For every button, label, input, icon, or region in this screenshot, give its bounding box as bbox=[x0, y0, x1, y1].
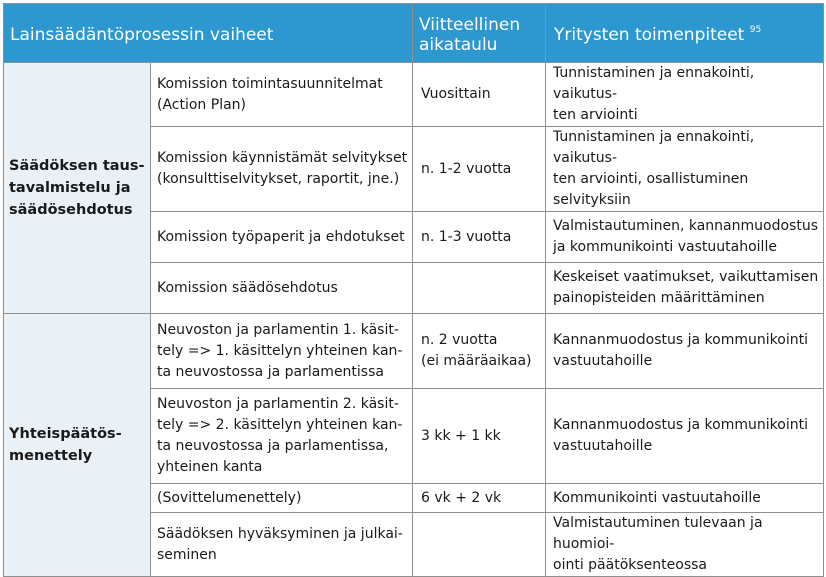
header-actions-text: Yritysten toimenpiteet bbox=[554, 25, 745, 45]
schedule-cell bbox=[413, 127, 546, 212]
stage-line: tely => 2. käsittelyn yhteinen kan- bbox=[157, 417, 403, 433]
actions-line: Valmistautuminen, kannanmuodostus bbox=[553, 218, 818, 234]
header-schedule-line-2: aikataulu bbox=[419, 35, 498, 55]
actions-line: Valmistautuminen tulevaan ja huomioi- bbox=[553, 515, 763, 552]
header-phase: Lainsäädäntöprosessin vaiheet bbox=[4, 4, 413, 63]
stage-line: tely => 1. käsittelyn yhteinen kan- bbox=[157, 342, 403, 359]
actions-line: ointi päätöksenteossa bbox=[553, 557, 707, 573]
group-codecision bbox=[4, 314, 151, 577]
stage-cell bbox=[151, 63, 413, 127]
schedule-line: 6 vk + 2 vk bbox=[421, 489, 502, 506]
actions-line: Tunnistaminen ja ennakointi, vaikutus- bbox=[553, 129, 755, 166]
stage-cell bbox=[151, 484, 413, 513]
actions-line: Kommunikointi vastuutahoille bbox=[553, 489, 761, 506]
footnote-ref: 95 bbox=[749, 25, 762, 35]
actions-cell bbox=[546, 263, 824, 314]
actions-cell bbox=[546, 212, 824, 263]
schedule-line: n. 1-3 vuotta bbox=[421, 228, 512, 245]
stage-line: (konsulttiselvitykset, raportit, jne.) bbox=[157, 171, 400, 187]
stage-line: ta neuvostossa ja parlamentissa bbox=[157, 363, 384, 380]
actions-line: ten arviointi bbox=[553, 107, 638, 123]
actions-cell bbox=[546, 513, 824, 577]
header-actions bbox=[546, 4, 824, 63]
table-row bbox=[4, 314, 824, 389]
stage-line: Komission työpaperit ja ehdotukset bbox=[157, 228, 405, 245]
stage-line: Komission toimintasuunnitelmat bbox=[157, 75, 383, 92]
stage-cell bbox=[151, 127, 413, 212]
schedule-cell-empty bbox=[413, 513, 546, 577]
group-label-line: tavalmistelu ja bbox=[9, 180, 131, 196]
schedule-line: 3 kk + 1 kk bbox=[421, 427, 501, 444]
actions-line: Kannanmuodostus ja kommunikointi bbox=[553, 332, 808, 348]
stage-cell bbox=[151, 314, 413, 389]
schedule-cell bbox=[413, 212, 546, 263]
table-row bbox=[4, 63, 824, 127]
stage-line: (Sovittelumenettely) bbox=[157, 489, 302, 506]
stage-line: Neuvoston ja parlamentin 1. käsit- bbox=[157, 321, 399, 338]
schedule-cell bbox=[413, 63, 546, 127]
stage-cell bbox=[151, 513, 413, 577]
stage-cell bbox=[151, 263, 413, 314]
actions-line: ten arviointi, osallistuminen selvityksiin bbox=[553, 171, 749, 208]
stage-line: seminen bbox=[157, 546, 217, 563]
group-preparation bbox=[4, 63, 151, 314]
stage-cell bbox=[151, 212, 413, 263]
schedule-line: Vuosittain bbox=[421, 86, 491, 102]
schedule-cell bbox=[413, 314, 546, 389]
table-header-row bbox=[4, 4, 824, 63]
group-label-line: säädösehdotus bbox=[9, 202, 133, 218]
actions-cell bbox=[546, 127, 824, 212]
legislative-process-table bbox=[3, 3, 824, 577]
group-label-line: Yhteispäätös- bbox=[9, 426, 122, 442]
actions-line: Kannanmuodostus ja kommunikointi bbox=[553, 417, 808, 433]
stage-line: Komission säädösehdotus bbox=[157, 279, 338, 296]
actions-line: vastuutahoille bbox=[553, 353, 653, 369]
stage-line: Komission käynnistämät selvitykset bbox=[157, 150, 408, 166]
group-label-line: Säädöksen taus- bbox=[9, 158, 145, 174]
actions-line: ja kommunikointi vastuutahoille bbox=[553, 239, 777, 255]
stage-line: Säädöksen hyväksyminen ja julkai- bbox=[157, 525, 403, 542]
schedule-cell-empty bbox=[413, 263, 546, 314]
stage-line: Neuvoston ja parlamentin 2. käsit- bbox=[157, 396, 399, 412]
actions-line: Tunnistaminen ja ennakointi, vaikutus- bbox=[553, 65, 755, 102]
actions-cell bbox=[546, 63, 824, 127]
actions-cell bbox=[546, 389, 824, 484]
header-schedule-line-1: Viitteellinen bbox=[419, 15, 521, 35]
schedule-cell bbox=[413, 389, 546, 484]
actions-cell bbox=[546, 314, 824, 389]
schedule-line: n. 2 vuotta bbox=[421, 332, 498, 348]
actions-line: vastuutahoille bbox=[553, 438, 653, 454]
stage-line: (Action Plan) bbox=[157, 96, 247, 113]
header-schedule bbox=[413, 4, 546, 63]
group-label-line: menettely bbox=[9, 448, 93, 464]
actions-line: Keskeiset vaatimukset, vaikuttamisen bbox=[553, 269, 819, 285]
stage-line: ta neuvostossa ja parlamentissa, bbox=[157, 438, 389, 454]
schedule-cell bbox=[413, 484, 546, 513]
schedule-line: (ei määräaikaa) bbox=[421, 353, 532, 369]
stage-line: yhteinen kanta bbox=[157, 459, 263, 475]
actions-line: painopisteiden määrittäminen bbox=[553, 290, 765, 306]
stage-cell bbox=[151, 389, 413, 484]
actions-cell bbox=[546, 484, 824, 513]
schedule-line: n. 1-2 vuotta bbox=[421, 160, 512, 177]
